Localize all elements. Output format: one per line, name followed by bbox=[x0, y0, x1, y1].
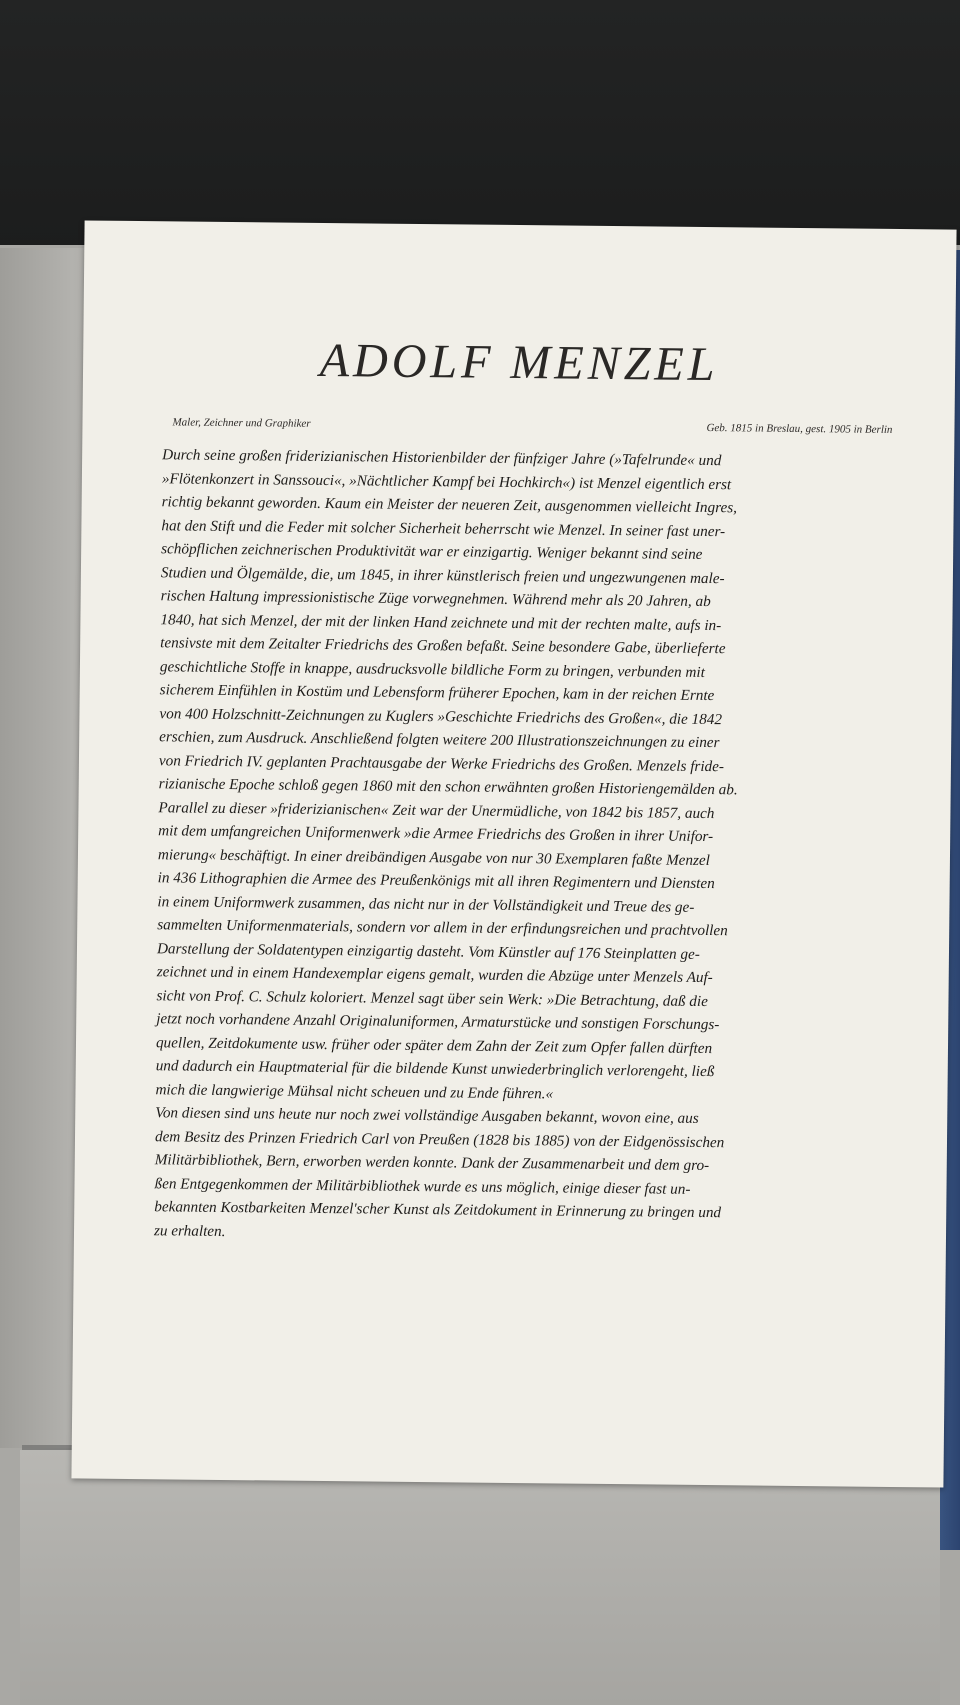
subtitle-dates: Geb. 1815 in Breslau, gest. 1905 in Berlin bbox=[706, 421, 893, 436]
text-line: von Friedrich IV. geplanten Prachtausgabe der Werke Friedrichs des Großen. Menzels fride- bbox=[158, 751, 725, 775]
portfolio-bottom-flap bbox=[20, 1450, 940, 1705]
text-line: geschichtliche Stoffe in knappe, ausdrucksvolle bildliche Form zu bringen, verbunden mit bbox=[159, 657, 705, 681]
text-line: Studien und Ölgemälde, die, um 1845, in ihrer künstlerisch freien und ungezwungenen male- bbox=[160, 563, 725, 587]
text-line: dem Besitz des Prinzen Friedrich Carl von Preußen (1828 bis 1885) von der Eidgenössischen bbox=[154, 1127, 725, 1151]
text-line: und dadurch ein Hauptmaterial für die bildende Kunst unwiederbringlich verlorengeht, ließ bbox=[155, 1057, 715, 1081]
text-line: rischen Haltung impressionistische Züge vorwegnehmen. Während mehr als 20 Jahren, ab bbox=[160, 587, 711, 611]
subtitle-profession: Maler, Zeichner und Graphiker bbox=[172, 416, 311, 430]
text-line: Darstellung der Soldatentypen einzigartig dasteht. Vom Künstler auf 176 Steinplatten ge- bbox=[156, 939, 700, 963]
text-line: bekannten Kostbarkeiten Menzel'scher Kunst als Zeitdokument in Erinnerung zu bringen und bbox=[154, 1198, 722, 1222]
text-line: mierung« beschäftigt. In einer dreibändigen Ausgabe von nur 30 Exemplaren faßte Menzel bbox=[157, 845, 711, 869]
text-line: tensivste mit dem Zeitalter Friedrichs des Großen befaßt. Seine besondere Gabe, überlieferte bbox=[160, 634, 726, 658]
text-line: mich die langwierige Mühsal nicht scheuen und zu Ende führen.« bbox=[155, 1080, 554, 1102]
dark-background bbox=[0, 0, 960, 250]
text-line: jetzt noch vorhandene Anzahl Originaluniformen, Armaturstücke und sonstigen Forschungs- bbox=[156, 1010, 720, 1034]
document-page bbox=[71, 220, 956, 1487]
text-line: 1840, hat sich Menzel, der mit der linken Hand zeichnete und mit der rechten malte, aufs in- bbox=[160, 610, 722, 634]
text-line: sammelten Uniformenmaterials, sondern vor allem in der erfindungsreichen und prachtvollen bbox=[157, 916, 728, 940]
text-line: hat den Stift und die Feder mit solcher Sicherheit beherrscht wie Menzel. In seiner fast uner- bbox=[161, 516, 726, 540]
text-line: zu erhalten. bbox=[153, 1221, 226, 1240]
text-line: rizianische Epoche schloß gegen 1860 mit den schon erwähnten großen Historiengemälden ab. bbox=[158, 775, 738, 799]
text-line: schöpflichen zeichnerischen Produktivität war er einzigartig. Weniger bekannt sind seine bbox=[161, 540, 703, 563]
text-line: mit dem umfangreichen Uniformenwerk »die Armee Friedrichs des Großen in ihrer Unifor- bbox=[158, 822, 714, 846]
text-line: ßen Entgegenkommen der Militärbibliothek wurde es uns möglich, einige dieser fast un- bbox=[154, 1174, 691, 1198]
text-line: Von diesen sind uns heute nur noch zwei vollständige Ausgaben bekannt, wovon eine, aus bbox=[155, 1104, 699, 1127]
text-line: quellen, Zeitdokumente usw. früher oder später dem Zahn der Zeit zum Opfer fallen dürften bbox=[155, 1033, 713, 1057]
page-title: ADOLF MENZEL bbox=[319, 333, 719, 392]
text-line: Durch seine großen friderizianischen Historienbilder der fünfziger Jahre (»Tafelrunde« und bbox=[162, 446, 722, 470]
text-line: in einem Uniformwerk zusammen, das nicht nur in der Vollständigkeit und Treue des ge- bbox=[157, 892, 695, 916]
text-line: richtig bekannt geworden. Kaum ein Meister der neueren Zeit, ausgenommen vielleicht Ingres, bbox=[161, 493, 738, 517]
text-line: sicherem Einfühlen in Kostüm und Lebensform früherer Epochen, kam in der reichen Ernte bbox=[159, 681, 715, 705]
text-line: von 400 Holzschnitt-Zeichnungen zu Kuglers »Geschichte Friedrichs des Großen«, die 1842 bbox=[159, 704, 723, 728]
body-text bbox=[154, 443, 920, 1250]
text-line: Parallel zu dieser »friderizianischen« Zeit war der Unermüdliche, von 1842 bis 1857, auch bbox=[158, 798, 715, 822]
text-line: erschien, zum Ausdruck. Anschließend folgten weitere 200 Illustrationszeichnungen zu einer bbox=[159, 728, 720, 752]
text-line: sicht von Prof. C. Schulz koloriert. Menzel sagt über sein Werk: »Die Betrachtung, daß die bbox=[156, 986, 709, 1010]
text-line: zeichnet und in einem Handexemplar eigens gemalt, wurden die Abzüge unter Menzels Auf- bbox=[156, 963, 713, 987]
text-line: in 436 Lithographien die Armee des Preußenkönigs mit all ihren Regimentern und Diensten bbox=[157, 869, 715, 893]
text-line: »Flötenkonzert in Sanssouci«, »Nächtlicher Kampf bei Hochkirch«) ist Menzel eigentlich erst bbox=[161, 469, 732, 493]
text-line: Militärbibliothek, Bern, erworben werden konnte. Dank der Zusammenarbeit und dem gro- bbox=[154, 1151, 710, 1175]
